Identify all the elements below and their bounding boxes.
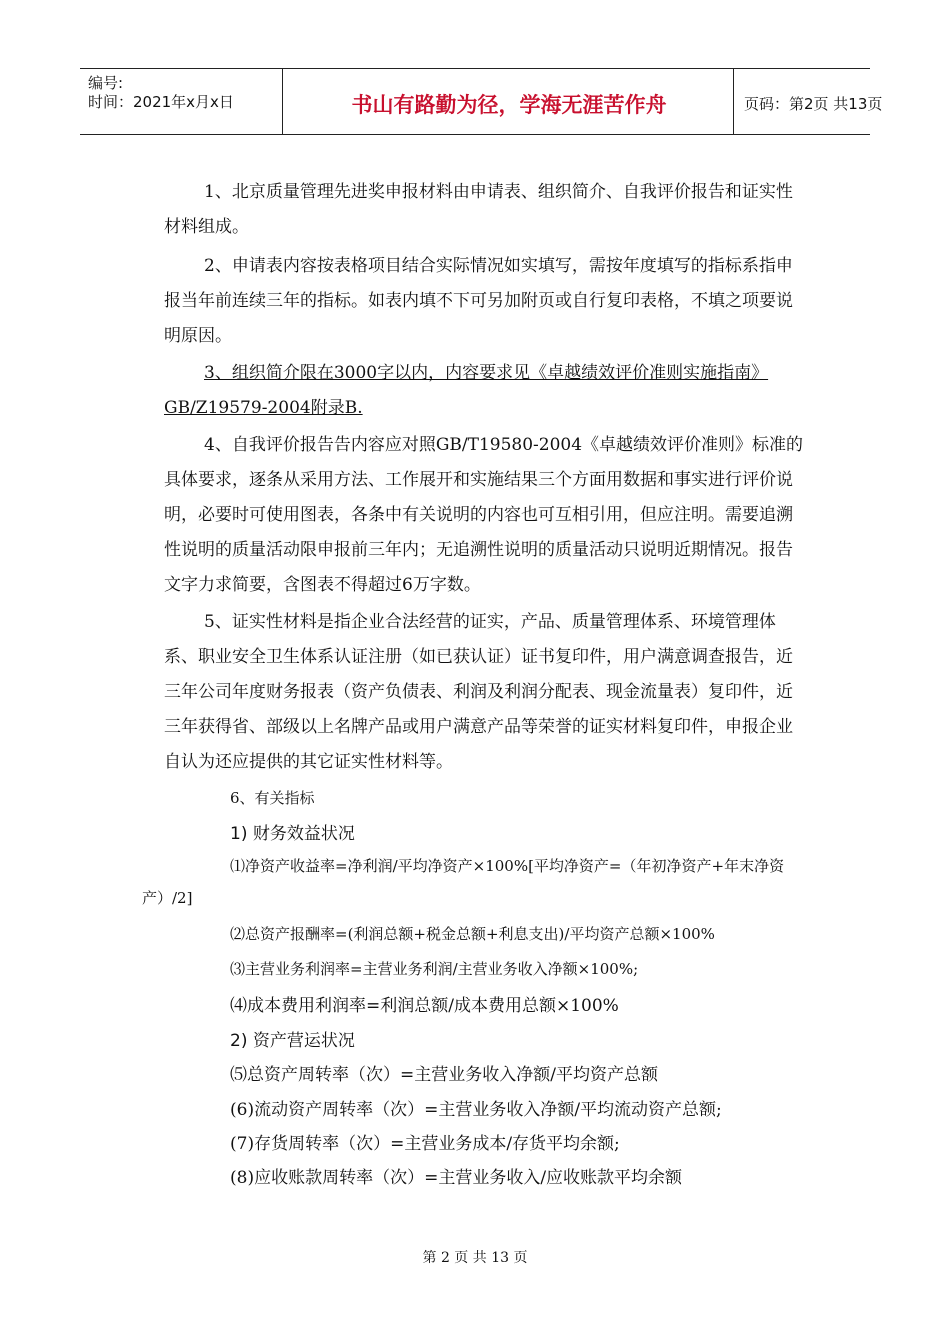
indicators-heading: 6、有关指标 [230, 789, 315, 807]
paragraph-1: 1、北京质量管理先进奖申报材料由申请表、组织简介、自我评价报告和证实性材料组成。 [164, 182, 793, 237]
section-assets: 2) 资产营运状况 [230, 1031, 355, 1051]
header-motto-cell [282, 68, 734, 135]
indicator-5: ⑸总资产周转率（次）=主营业务收入净额/平均资产总额 [230, 1065, 658, 1085]
indicator-4: ⑷成本费用利润率=利润总额/成本费用总额×100% [230, 996, 619, 1016]
page-footer: 第 2 页 共 13 页 [422, 1250, 528, 1266]
indicator-7: (7)存货周转率（次）=主营业务成本/存货平均余额; [230, 1134, 620, 1154]
indicator-8: (8)应收账款周转率（次）=主营业务收入/应收账款平均余额 [230, 1168, 683, 1188]
paragraph-5: 5、证实性材料是指企业合法经营的证实，产品、质量管理体系、环境管理体系、职业安全卫生体系认证注册（如已获认证）证书复印件，用户满意调查报告，近三年公司年度财务报表（资产负债表、利润及利润分配表、现金流量表）复印件，近三年获得省、部级以上名牌产品或用户满意产品等荣誉的证实材料复印件，申报企业自认为还应提供的其它证实性材料等。 [164, 612, 793, 772]
indicator-2: ⑵总资产报酬率=(利润总额+税金总额+利息支出)/平均资产总额×100% [230, 925, 715, 943]
section-financial: 1) 财务效益状况 [230, 824, 355, 844]
document-header [80, 68, 883, 135]
paragraph-4: 4、自我评价报告告内容应对照GB/T19580-2004《卓越绩效评价准则》标准的具体要求，逐条从采用方法、工作展开和实施结果三个方面用数据和事实进行评价说明，必要时可使用图表，各条中有关说明的内容也可互相引用，但应注明。需要追溯性说明的质量活动限申报前三年内；无追溯性说明的质量活动只说明近期情况。报告文字力求简要，含图表不得超过6万字数。 [164, 435, 804, 595]
paragraph-3-text: 3、组织简介限在3000字以内，内容要求见《卓越绩效评价准则实施指南》GB/Z19579-2004附录B. [164, 363, 769, 418]
motto: 书山有路勤为径，学海无涯苦作舟 [351, 93, 667, 117]
date-label: 时间：2021年x月x日 [88, 93, 234, 111]
header-page-cell [734, 68, 883, 135]
page-info: 页码：第2页 共13页 [744, 95, 883, 113]
indicator-1: ⑴净资产收益率=净利润/平均净资产×100%[平均净资产=（年初净资产+年末净资产）/2] [142, 857, 785, 907]
header-bottom-rule [80, 134, 870, 135]
number-label: 编号: [88, 74, 124, 92]
indicator-3: ⑶主营业务利润率=主营业务利润/主营业务收入净额×100%; [230, 960, 639, 978]
paragraph-3 [164, 356, 804, 426]
paragraph-2: 2、申请表内容按表格项目结合实际情况如实填写，需按年度填写的指标系指申报当年前连续三年的指标。如表内填不下可另加附页或自行复印表格，不填之项要说明原因。 [164, 256, 793, 346]
header-meta-cell [80, 68, 282, 135]
indicator-6: (6)流动资产周转率（次）=主营业务收入净额/平均流动资产总额; [230, 1100, 722, 1120]
